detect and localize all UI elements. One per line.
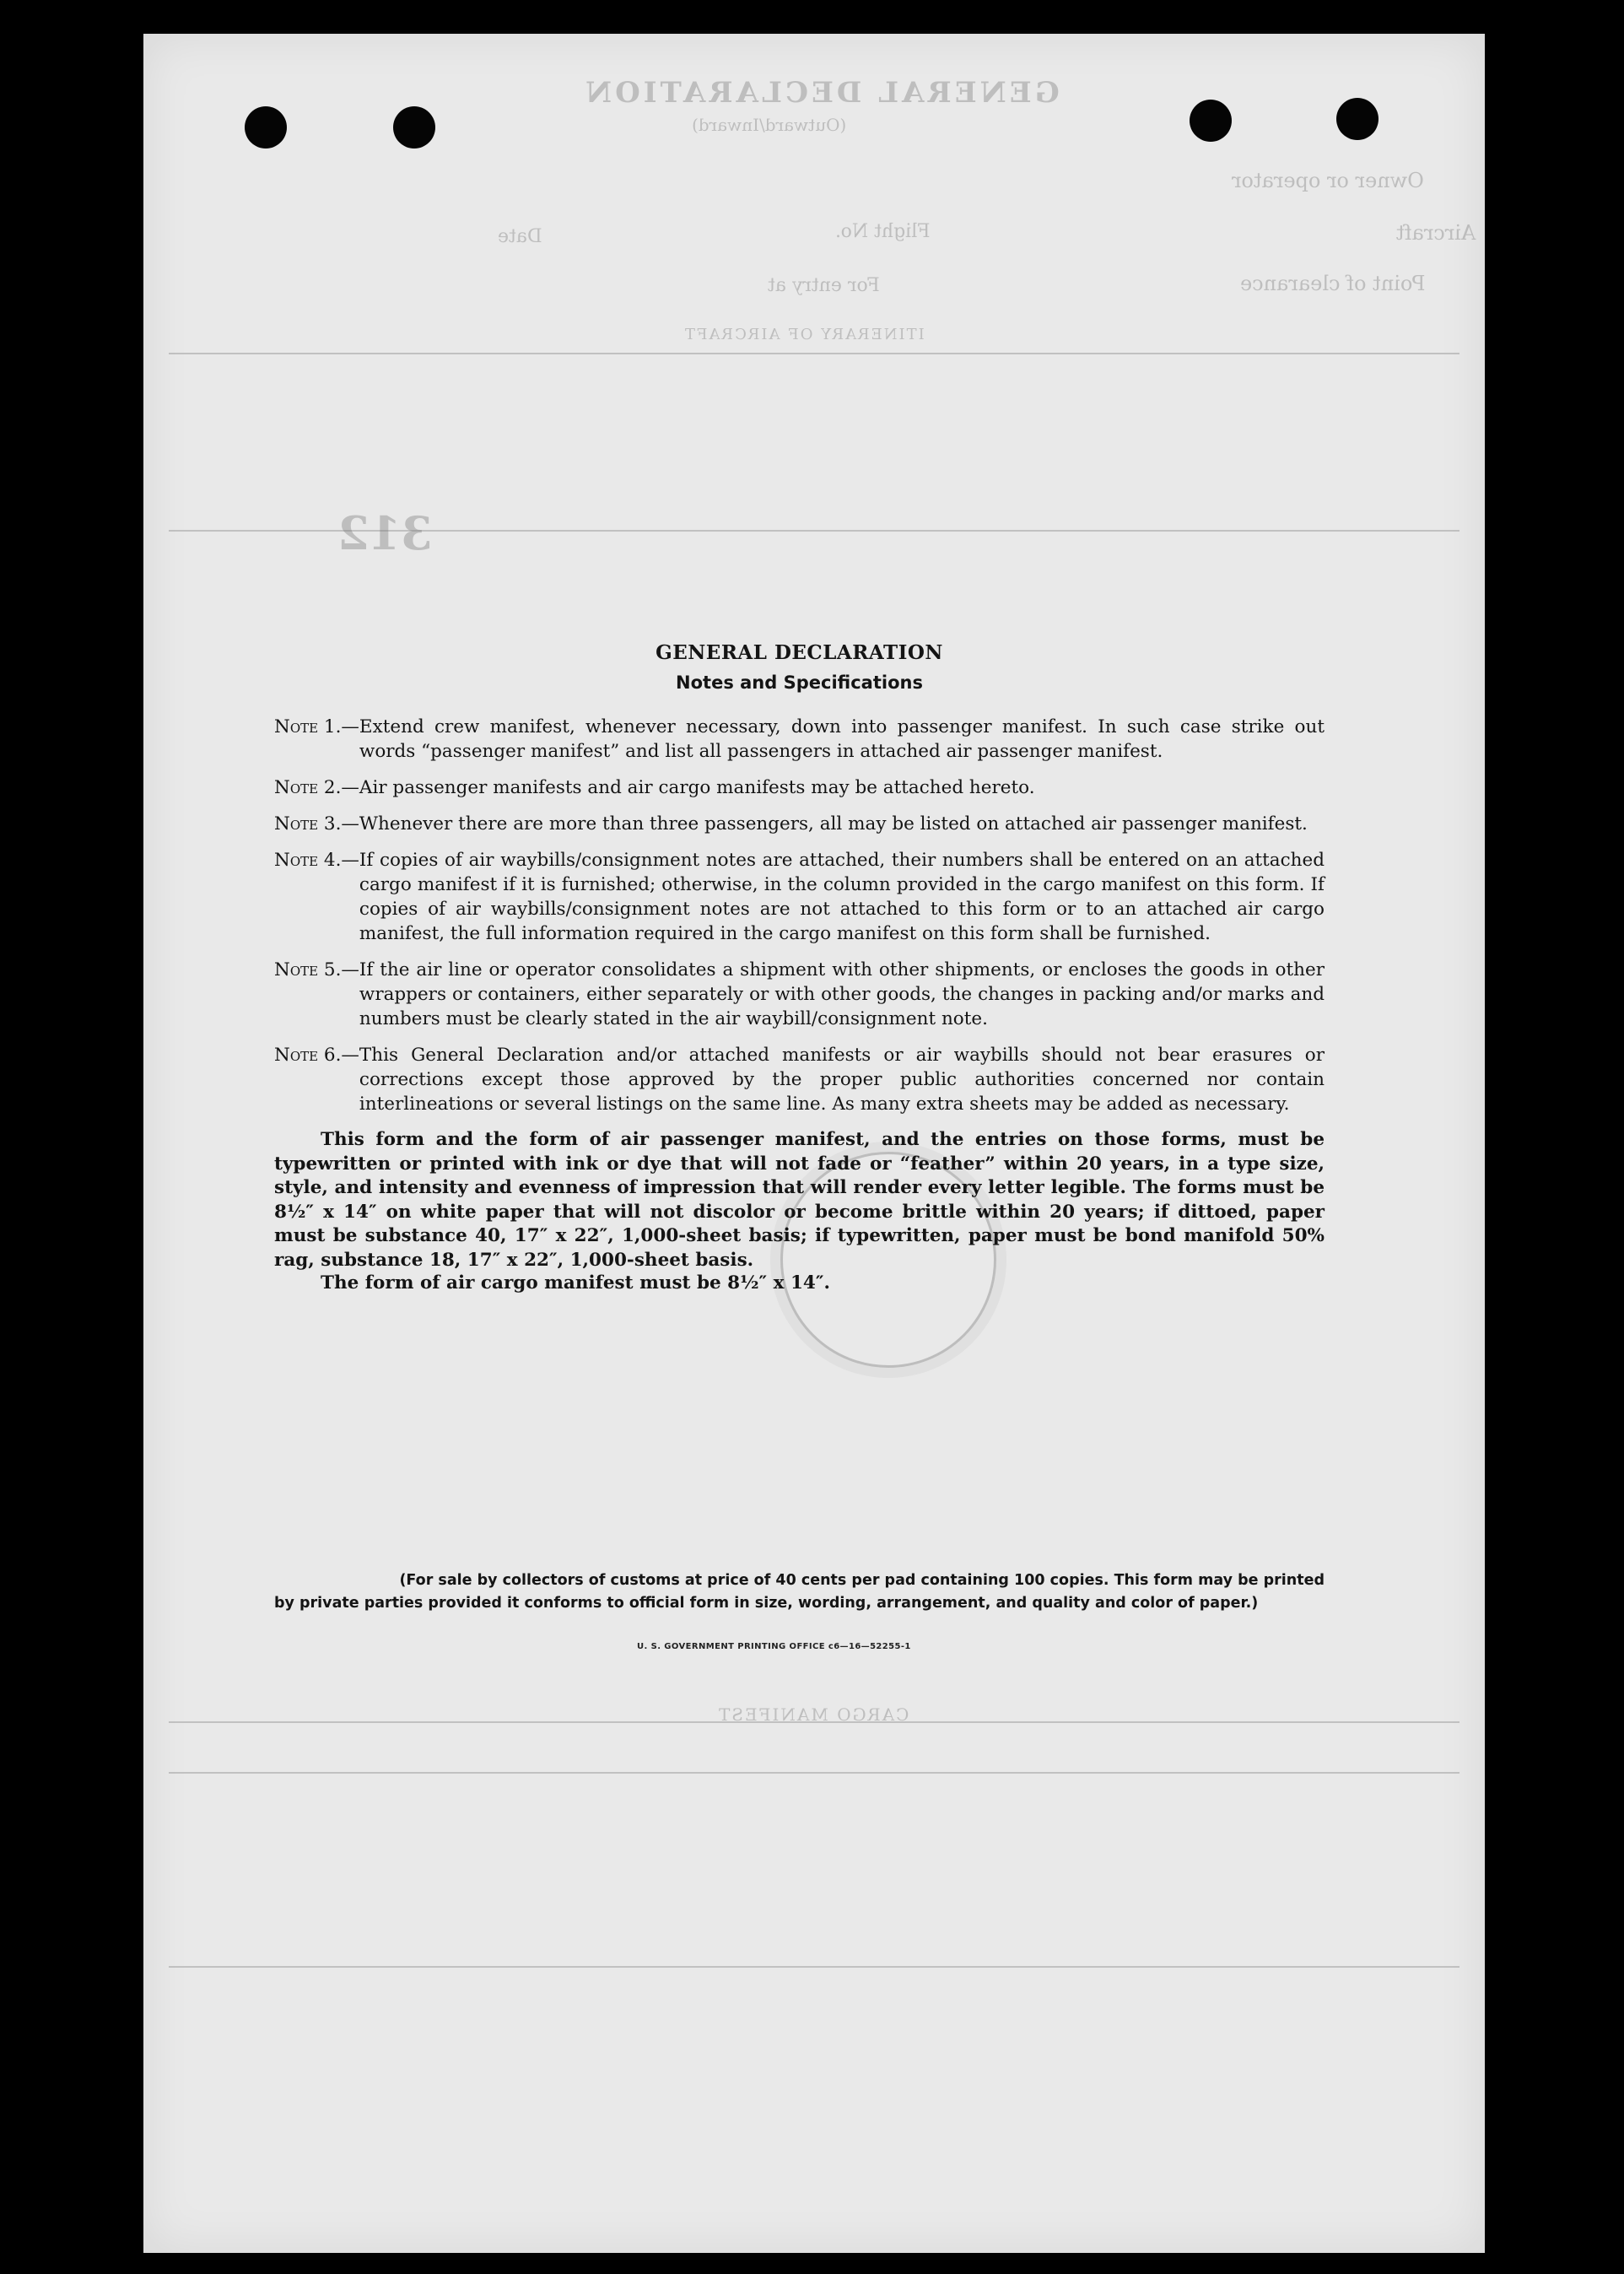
bleed-owner: Owner or operator xyxy=(1232,169,1424,192)
note-label: Note 3.— xyxy=(274,813,359,835)
note-4 xyxy=(274,848,1325,946)
note-label: Note 6.— xyxy=(274,1045,359,1066)
note-text: Extend crew manifest, whenever necessary, down into passenger manifest. In such case strike out words “passenger manifest” and list all passengers in attached air passenger manifest. xyxy=(359,716,1325,762)
bleed-aircraft: Aircraft xyxy=(1396,221,1476,245)
note-1 xyxy=(274,715,1325,764)
sale-note-line: (For sale by collectors of customs at price of 40 cents per pad containing 100 copies. This form may be printed xyxy=(399,1572,1325,1589)
bleed-rule xyxy=(169,1772,1459,1774)
note-3 xyxy=(274,812,1325,836)
form-specification-paragraph: This form and the form of air passenger manifest, and the entries on those forms, must be typewritten or printed with ink or dye that will not fade or “feather” within 20 years, in a type size, style, and intensity and evenness of impression that will render every letter legible. The forms must be 8½″ x 14″ on white paper that will not discolor or become brittle within 20 years; if dittoed, paper must be substance 40, 17″ x 22″, 1,000-sheet basis; if typewritten, paper must be bond manifold 50% rag, substance 18, 17″ x 22″, 1,000-sheet basis. xyxy=(274,1129,1325,1271)
bleed-cargo-manifest: CARGO MANIFEST xyxy=(717,1704,909,1725)
note-6 xyxy=(274,1043,1325,1116)
bleed-date: Date xyxy=(498,226,542,247)
note-text: Air passenger manifests and air cargo manifests may be attached hereto. xyxy=(359,777,1035,798)
bleed-rule xyxy=(169,1966,1459,1968)
bleed-header-sub: (Outward/Inward) xyxy=(692,115,847,135)
bleed-rule xyxy=(169,1721,1459,1723)
sale-note-line: by private parties provided it conforms to official form in size, wording, arrangement, and quality and color of paper.) xyxy=(274,1595,1259,1612)
note-text: Whenever there are more than three passengers, all may be listed on attached air passenger manifest. xyxy=(359,813,1308,835)
bleed-number: 312 xyxy=(337,506,433,560)
bleed-clearance: Point of clearance xyxy=(1240,272,1426,295)
bleed-rule xyxy=(169,530,1459,532)
note-text: If copies of air waybills/consignment notes are attached, their numbers shall be entered on an attached cargo manifest if it is furnished; otherwise, in the column provided in the cargo manifest on this form. If copies of air waybills/consignment notes are not attached to this form or to an attached air cargo manifest, the full information required in the cargo manifest on this form shall be furnished. xyxy=(359,850,1325,944)
sale-note xyxy=(274,1569,1325,1615)
punch-hole xyxy=(245,106,287,149)
bleed-itinerary: ITINERARY OF AIRCRAFT xyxy=(683,326,925,343)
note-5 xyxy=(274,958,1325,1031)
page-subtitle: Notes and Specifications xyxy=(676,672,923,693)
note-2 xyxy=(274,775,1325,800)
note-label: Note 2.— xyxy=(274,777,359,798)
note-text: If the air line or operator consolidates a shipment with other shipments, or encloses the goods in other wrappers or containers, either separately or with other goods, the changes in packing and/or marks and numbers must be clearly stated in the air waybill/consignment note. xyxy=(359,959,1325,1029)
bleed-rule xyxy=(169,353,1459,354)
printer-imprint: U. S. GOVERNMENT PRINTING OFFICE c6—16—52255-1 xyxy=(637,1642,911,1651)
bleed-flight: Flight No. xyxy=(835,221,931,242)
notes-content xyxy=(274,641,1325,1294)
note-label: Note 1.— xyxy=(274,716,359,737)
cargo-manifest-size-note: The form of air cargo manifest must be 8½″ x 14″. xyxy=(321,1272,830,1294)
punch-hole xyxy=(393,106,435,149)
bleed-entry: For entry at xyxy=(768,275,880,296)
note-label: Note 5.— xyxy=(274,959,359,980)
note-text: This General Declaration and/or attached manifests or air waybills should not bear erasures or corrections except those approved by the proper public authorities concerned nor contain interlineations or several listings on the same line. As many extra sheets may be added as necessary. xyxy=(359,1045,1325,1115)
punch-hole xyxy=(1336,98,1379,140)
bleed-header-title: GENERAL DECLARATION xyxy=(582,76,1060,110)
punch-hole xyxy=(1190,100,1232,142)
page-title: GENERAL DECLARATION xyxy=(656,641,943,664)
note-label: Note 4.— xyxy=(274,850,359,871)
